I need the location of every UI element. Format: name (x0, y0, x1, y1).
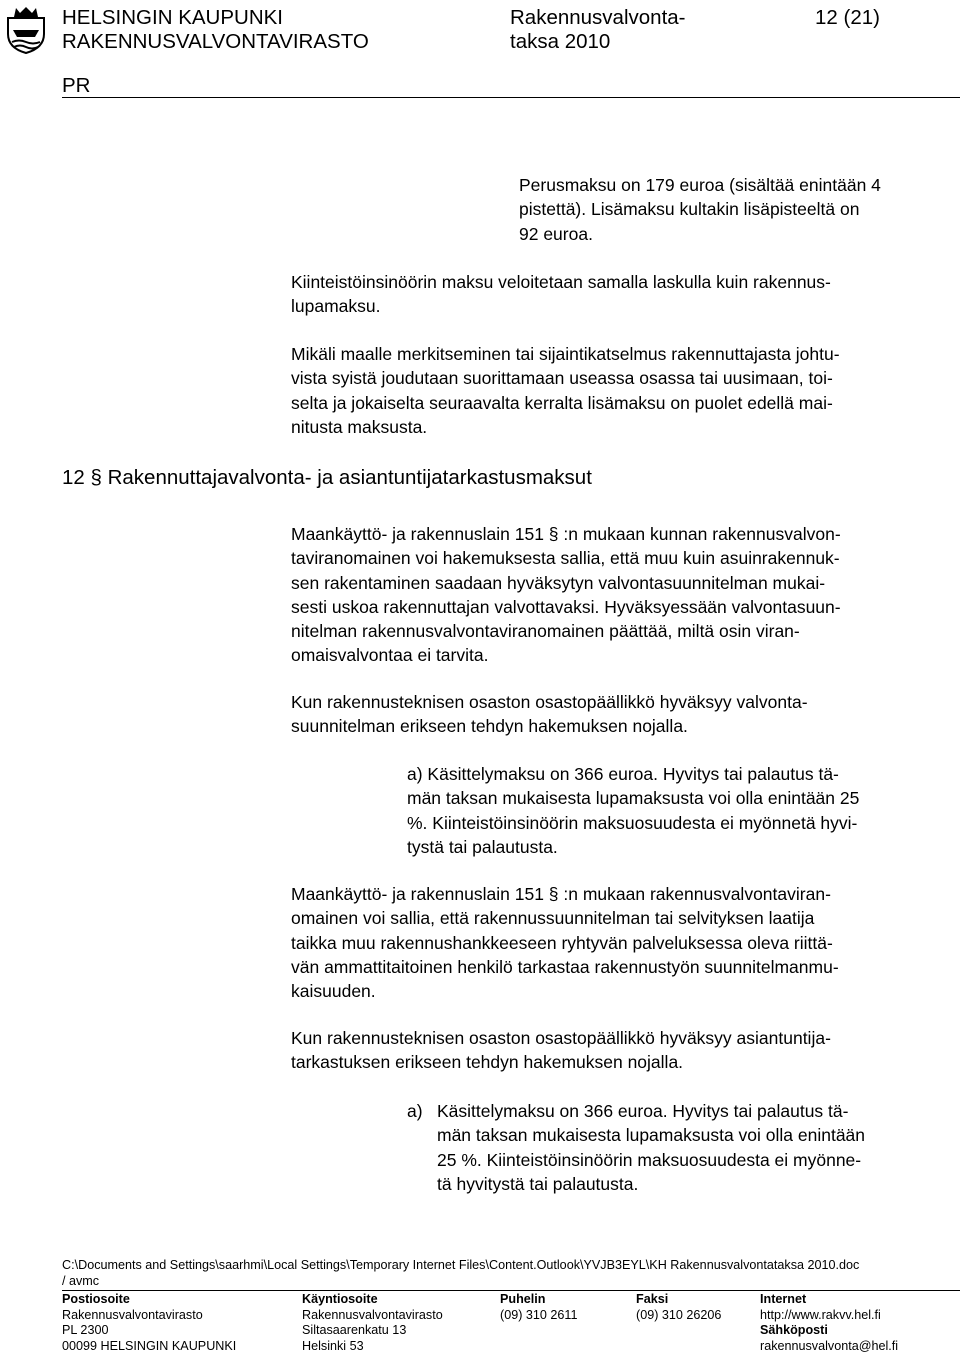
website-link[interactable]: http://www.rakvv.hel.fi (760, 1307, 881, 1322)
list-item-processing-fee-1 (407, 762, 859, 859)
footer-internet (760, 1292, 898, 1354)
paragraph-expert-approval (291, 1026, 831, 1075)
text-line: a) Käsittelymaksu on 366 euroa. Hyvitys tai palautus tä- (407, 764, 839, 784)
paragraph-supervision-approval (291, 690, 808, 739)
text-line: män taksan mukaisesta lupamaksusta voi olla enintään (437, 1125, 866, 1146)
text-line: sen rakentaminen saadaan hyväksytyn valvontasuunnitelman mukai- (291, 572, 826, 593)
text-line: Maankäyttö- ja rakennuslain 151 § :n mukaan rakennusvalvontaviran- (291, 884, 831, 904)
doc-title (510, 6, 686, 54)
paragraph-supervision (291, 522, 841, 668)
text-line: Käsittelymaksu on 366 euroa. Hyvitys tai palautus tä- (437, 1101, 849, 1121)
text-line: Kiinteistöinsinöörin maksu veloitetaan samalla laskulla kuin rakennus- (291, 272, 831, 292)
paragraph-expert-review (291, 882, 839, 1003)
footer-phone (500, 1292, 578, 1323)
footer-fax (636, 1292, 721, 1323)
text-line: vista syistä joudutaan suorittamaan useassa osassa tai uusimaan, toi- (291, 368, 833, 389)
org-line-2: RAKENNUSVALVONTAVIRASTO (62, 30, 369, 53)
text-line: män taksan mukaisesta lupamaksusta voi olla enintään 25 (407, 788, 860, 809)
footer-value: (09) 310 2611 (500, 1307, 578, 1322)
section-heading: 12 § Rakennuttajavalvonta- ja asiantuntijatarkastusmaksut (62, 466, 592, 489)
text-line: taikka muu rakennushankkeeseen ryhtyvän palveluksessa oleva riittä- (291, 932, 833, 953)
footer-label: Sähköposti (760, 1323, 828, 1337)
doc-title-line-2: taksa 2010 (510, 30, 611, 53)
footer-label: Faksi (636, 1292, 669, 1306)
text-line: pistettä). Lisämaksu kultakin lisäpisteeltä on (519, 199, 860, 220)
text-line: kaisuuden. (291, 981, 376, 1002)
text-line: 25 %. Kiinteistöinsinöörin maksuosuudesta ei myönne- (437, 1149, 862, 1170)
text-line: nitelman rakennusvalvontaviranomainen päättää, miltä osin viran- (291, 621, 800, 642)
footer-label: Puhelin (500, 1292, 546, 1306)
text-line: sesti uskoa rakennuttajan valvottavaksi. Hyväksyessään valvontasuun- (291, 596, 841, 617)
text-line: Mikäli maalle merkitseminen tai sijaintikatselmus rakennuttajasta johtu- (291, 344, 840, 364)
text-line: tarkastuksen erikseen tehdyn hakemuksen nojalla. (291, 1052, 684, 1073)
text-line: nitusta maksusta. (291, 416, 428, 437)
footer-value: (09) 310 26206 (636, 1307, 722, 1322)
text-line: Kun rakennusteknisen osaston osastopäällikkö hyväksyy asiantuntija- (291, 1028, 831, 1048)
footer-value: Rakennusvalvontavirasto (62, 1307, 203, 1322)
text-line: selta ja jokaiselta seuraavalta kerralta lisämaksu on puolet edellä mai- (291, 392, 833, 413)
org-line-1: HELSINGIN KAUPUNKI (62, 6, 283, 29)
doc-code: PR (62, 74, 91, 97)
file-path-line: C:\Documents and Settings\saarhmi\Local Settings\Temporary Internet Files\Content.Outlook\YVJB3EYL\KH Rakennusvalvontataksa 2010.doc (62, 1258, 860, 1272)
paragraph-basic-fee (519, 173, 881, 246)
text-line: taviranomainen voi hakemuksesta sallia, että muu kuin asuinrakennuk- (291, 548, 840, 569)
file-path (62, 1258, 859, 1289)
footer-value: 00099 HELSINGIN KAUPUNKI (62, 1338, 237, 1353)
org-name (62, 6, 369, 54)
footer-value: Siltasaarenkatu 13 (302, 1323, 407, 1337)
text-line: omaisvalvontaa ei tarvita. (291, 645, 489, 666)
text-line: Maankäyttö- ja rakennuslain 151 § :n mukaan kunnan rakennusvalvon- (291, 524, 841, 544)
text-line: 92 euroa. (519, 223, 593, 244)
header-divider (62, 97, 960, 98)
footer-value: Rakennusvalvontavirasto (302, 1307, 443, 1322)
city-logo (4, 4, 48, 54)
text-line: %. Kiinteistöinsinöörin maksuosuudesta ei myönnetä hyvi- (407, 812, 858, 833)
list-item-processing-fee-2 (437, 1099, 865, 1196)
text-line: tä hyvitystä tai palautusta. (437, 1173, 639, 1194)
page-number: 12 (21) (815, 6, 880, 29)
footer-label: Käyntiosoite (302, 1292, 378, 1306)
text-line: suunnitelman erikseen tehdyn hakemuksen nojalla. (291, 716, 688, 737)
footer-value: PL 2300 (62, 1323, 109, 1337)
text-line: Kun rakennusteknisen osaston osastopäällikkö hyväksyy valvonta- (291, 692, 808, 712)
text-line: omainen voi sallia, että rakennussuunnitelman tai selvityksen laatija (291, 908, 815, 929)
file-path-author: / avmc (62, 1273, 100, 1288)
footer-label: Internet (760, 1292, 807, 1306)
doc-title-line-1: Rakennusvalvonta- (510, 6, 686, 29)
text-line: lupamaksu. (291, 296, 381, 317)
footer-divider (62, 1290, 960, 1291)
paragraph-engineer-fee (291, 270, 831, 319)
footer-postal-address (62, 1292, 236, 1354)
footer-label: Postiosoite (62, 1292, 130, 1306)
email-link[interactable]: rakennusvalvonta@hel.fi (760, 1338, 899, 1353)
text-line: vän ammattitaitoinen henkilö tarkastaa rakennustyön suunnitelmanmu- (291, 956, 839, 977)
text-line: tystä tai palautusta. (407, 836, 558, 857)
paragraph-extra-fee (291, 342, 840, 439)
text-line: Perusmaksu on 179 euroa (sisältää enintään 4 (519, 175, 881, 195)
footer-value: Helsinki 53 (302, 1338, 364, 1353)
list-marker-a: a) (407, 1101, 423, 1121)
footer-visiting-address (302, 1292, 443, 1354)
